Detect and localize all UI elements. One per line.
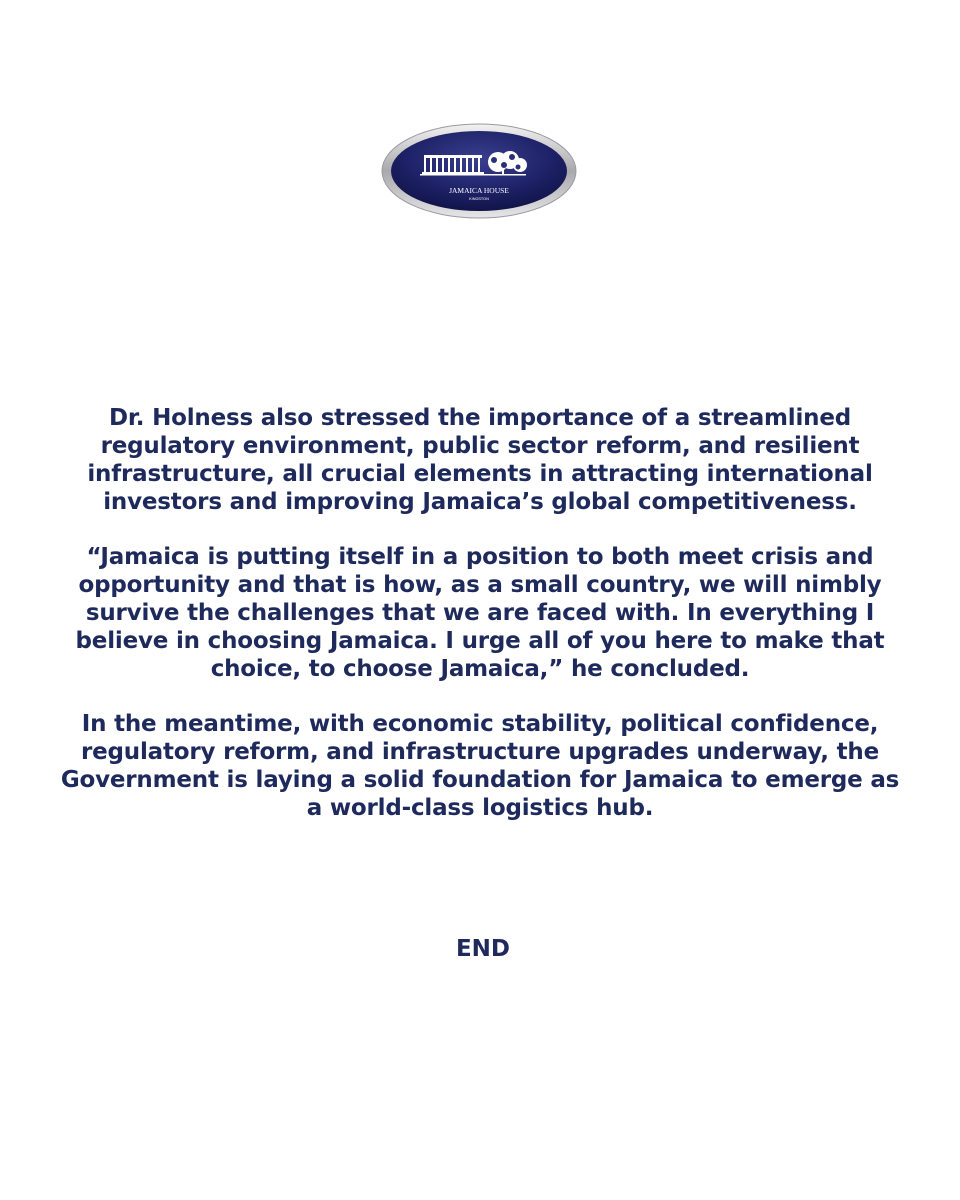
end-marker: END	[455, 936, 511, 962]
logo-title: JAMAICA HOUSE	[449, 186, 509, 195]
logo-subtitle: KINGSTON	[469, 197, 489, 201]
paragraph-1: Dr. Holness also stressed the importance of a streamlined regulatory environment, public sector reform, and resilient infrastructure, all crucial elements in attracting international investors and improving Jamaica’s global competitiveness.	[87, 405, 873, 515]
press-release-body	[55, 404, 905, 849]
paragraph-2: “Jamaica is putting itself in a position to both meet crisis and opportunity and that is how, as a small country, we will nimbly survive the challenges that we are faced with. In everything I believe in choosing Jamaica. I urge all of you here to make that choice, to choose Jamaica,” he concluded.	[75, 544, 885, 682]
jamaica-house-seal	[380, 122, 578, 220]
jamaica-house-logo	[380, 122, 578, 220]
paragraph-3: In the meantime, with economic stability, political confidence, regulatory reform, and infrastructure upgrades underway, the Government is laying a solid foundation for Jamaica to emerge as a world-class logistics hub.	[60, 711, 900, 821]
